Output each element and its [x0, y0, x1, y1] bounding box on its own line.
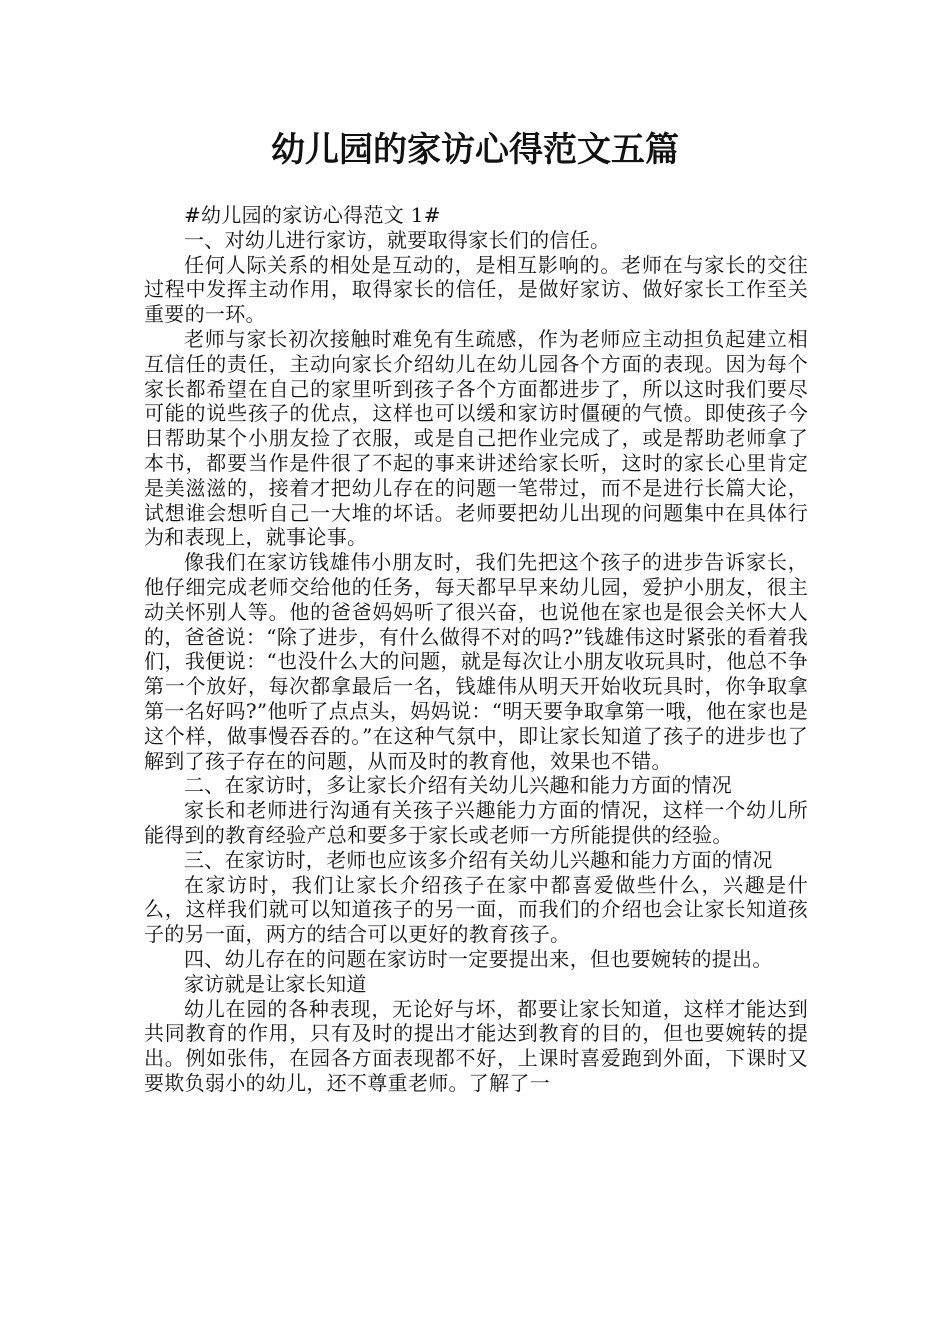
point-heading: 三、在家访时，老师也应该多介绍有关幼儿兴趣和能力方面的情况 — [184, 847, 773, 872]
paragraph: 任何人际关系的相处是互动的，是相互影响的。老师在与家长的交往过程中发挥主动作用，取得家长的信任，是做好家访、做好家长工作至关重要的一环。 — [144, 252, 808, 327]
paragraph: 老师与家长初次接触时难免有生疏感，作为老师应主动担负起建立相互信任的责任，主动向家长介绍幼儿在幼儿园各个方面的表现。因为每个家长都希望在自己的家里听到孩子各个方面都进步了，所以这时我们要尽可能的说些孩子的优点，这样也可以缓和家访时僵硬的气愤。即使孩子今日帮助某个小朋友捡了衣服，或是自己把作业完成了，或是帮助老师拿了本书，都要当作是件很了不起的事来讲述给家长听，这时的家长心里肯定是美滋滋的，接着才把幼儿存在的问题一笔带过，而不是进行长篇大论，试想谁会想听自己一大堆的坏话。老师要把幼儿出现的问题集中在具体行为和表现上，就事论事。 — [144, 326, 808, 550]
document-body — [144, 203, 808, 1096]
point-heading: 二、在家访时，多让家长介绍有关幼儿兴趣和能力方面的情况 — [184, 773, 733, 798]
point-heading: 一、对幼儿进行家访，就要取得家长们的信任。 — [184, 227, 611, 252]
section-heading: #幼儿园的家访心得范文 1# — [184, 203, 441, 227]
paragraph: 家访就是让家长知道 — [184, 971, 367, 996]
paragraph: 幼儿在园的各种表现，无论好与坏，都要让家长知道，这样才能达到共同教育的作用，只有及时的提出才能达到教育的目的，但也要婉转的提出。例如张伟，在园各方面表现都不好，上课时喜爱跑到外面，下课时又要欺负弱小的幼儿，还不尊重老师。了解了一 — [144, 996, 808, 1095]
paragraph: 家长和老师进行沟通有关孩子兴趣能力方面的情况，这样一个幼儿所能得到的教育经验产总和要多于家长或老师一方所能提供的经验。 — [144, 798, 808, 847]
document-title: 幼儿园的家访心得范文五篇 — [271, 130, 679, 170]
paragraph: 像我们在家访钱雄伟小朋友时，我们先把这个孩子的进步告诉家长，他仔细完成老师交给他的任务，每天都早早来幼儿园，爱护小朋友，很主动关怀别人等。他的爸爸妈妈听了很兴奋，也说他在家也是很会关怀大人的，爸爸说：“除了进步，有什么做得不对的吗?”钱雄伟这时紧张的看着我们，我便说：“也没什么大的问题，就是每次让小朋友收玩具时，他总不争第一个放好，每次都拿最后一名，钱雄伟从明天开始收玩具时，你争取拿第一名好吗?”他听了点点头，妈妈说：“明天要争取拿第一哦，他在家也是这个样，做事慢吞吞的。”在这种气氛中，即让家长知道了孩子的进步也了解到了孩子存在的问题，从而及时的教育他，效果也不错。 — [144, 550, 808, 773]
point-heading: 四、幼儿存在的问题在家访时一定要提出来，但也要婉转的提出。 — [184, 946, 773, 971]
paragraph: 在家访时，我们让家长介绍孩子在家中都喜爱做些什么，兴趣是什么，这样我们就可以知道孩子的另一面，而我们的介绍也会让家长知道孩子的另一面，两方的结合可以更好的教育孩子。 — [144, 872, 808, 947]
